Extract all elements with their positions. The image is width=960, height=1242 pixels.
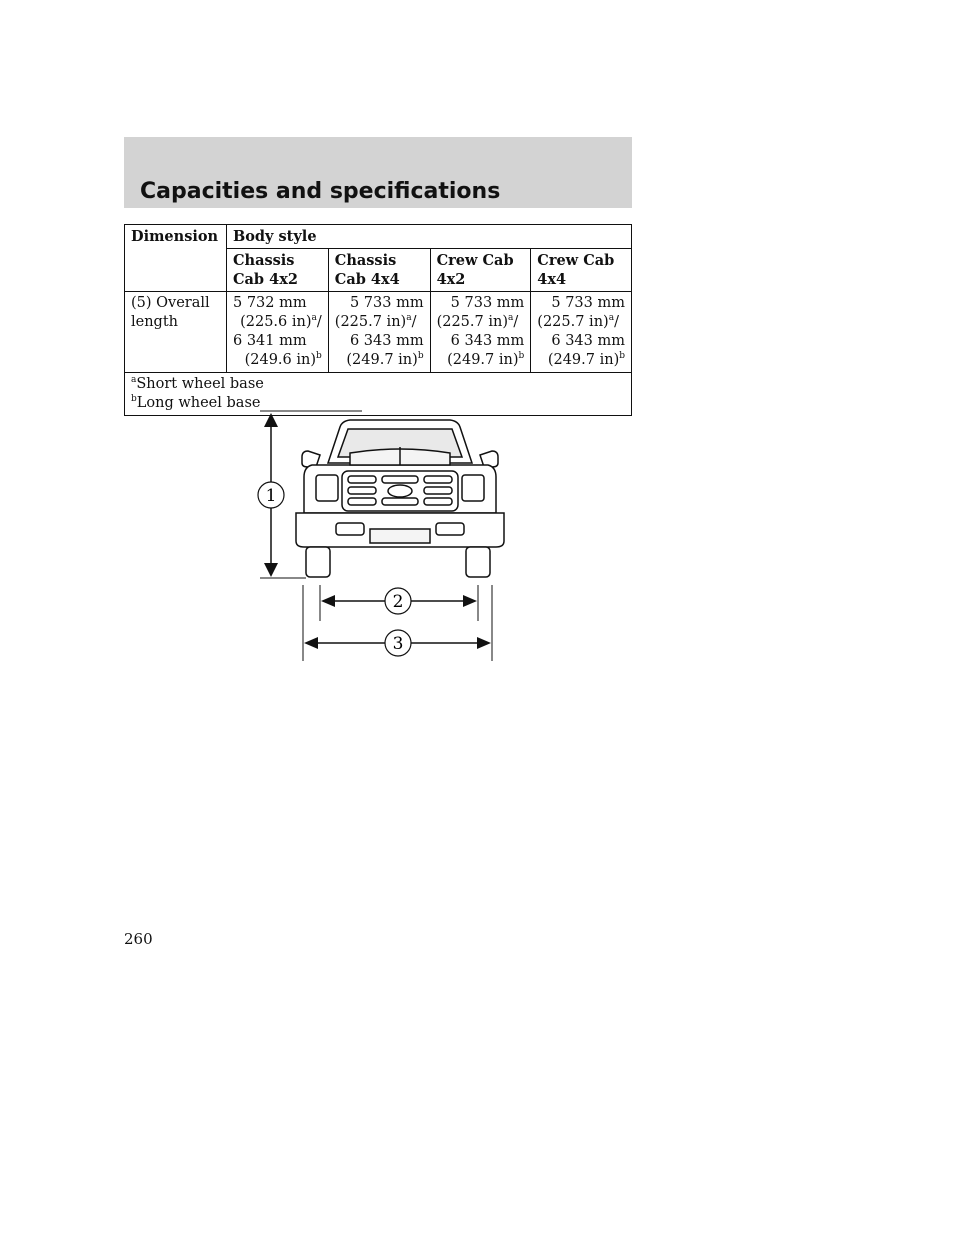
value-mm: 6 341 mm [232, 333, 307, 349]
logo-oval-icon [388, 485, 412, 497]
truck-front-dimension-diagram [250, 405, 510, 665]
section-title: Capacities and specifications [140, 179, 501, 204]
subheader-crew-cab-4x4 [531, 249, 632, 292]
inches-text: (225.6 in) [240, 314, 312, 330]
arrowhead-right-icon [463, 595, 477, 607]
inches-text: (225.7 in) [334, 314, 407, 330]
footnote-text: Short wheel base [136, 376, 264, 392]
subheader-line: Chassis [232, 252, 295, 269]
right-headlight-icon [462, 475, 484, 501]
inches-text: (225.7 in) [537, 314, 609, 330]
value-inches [537, 351, 625, 370]
right-fog-light-icon [436, 523, 464, 535]
value-inches [437, 351, 525, 370]
subheader-line: Crew Cab [436, 252, 514, 269]
footnote-mark: b [619, 351, 625, 362]
footnote-mark: b [417, 351, 424, 362]
truck-front-illustration [296, 420, 504, 577]
page-number: 260 [124, 930, 153, 948]
value-inches [335, 351, 424, 370]
inches-text: (249.7 in) [346, 352, 418, 368]
separator: / [614, 314, 619, 330]
arrowhead-left-icon [304, 637, 318, 649]
value-mm: 6 343 mm [551, 333, 625, 349]
value-mm: 5 733 mm [450, 295, 525, 311]
arrowhead-up-icon [264, 413, 278, 427]
subheader-line: Chassis [334, 252, 397, 269]
table-header-row [125, 225, 632, 249]
row-label [125, 292, 227, 373]
footnote-mark: a [311, 313, 317, 324]
left-fog-light-icon [336, 523, 364, 535]
value-mm: 5 733 mm [551, 295, 625, 311]
footnote [131, 375, 625, 394]
value-mm: 5 733 mm [349, 295, 424, 311]
separator: / [411, 314, 417, 330]
subheader-line: 4x2 [436, 271, 466, 288]
value-inches [335, 313, 424, 332]
subheader-chassis-cab-4x2 [226, 249, 328, 292]
inches-text: (249.6 in) [244, 352, 317, 368]
callout-2-label: 2 [392, 592, 404, 612]
footnote-mark: a [508, 313, 514, 324]
value-mm: 5 732 mm [232, 295, 307, 311]
subheader-line: Cab 4x2 [232, 271, 298, 288]
inches-text: (225.7 in) [436, 314, 508, 330]
value-mm: 6 343 mm [450, 333, 525, 349]
inches-text: (249.7 in) [447, 352, 519, 368]
value-cell-chassis-cab-4x2 [226, 292, 328, 373]
dimension-column-header: Dimension [125, 225, 227, 292]
left-tire-icon [306, 547, 330, 577]
row-label-line: length [131, 314, 179, 330]
separator: / [316, 314, 322, 330]
body-style-header: Body style [226, 225, 631, 249]
value-inches [233, 313, 322, 332]
footnote-mark: b [131, 394, 137, 405]
callout-3-label: 3 [392, 634, 404, 654]
track-width-dimension [320, 585, 478, 621]
footnote-mark: a [131, 375, 137, 386]
callout-1-label: 1 [265, 486, 277, 506]
arrowhead-down-icon [264, 563, 278, 577]
footnote-mark: b [316, 351, 322, 362]
subheader-line: Crew Cab [537, 252, 615, 269]
value-inches [437, 313, 525, 332]
separator: / [513, 314, 519, 330]
left-headlight-icon [316, 475, 338, 501]
value-inches [537, 313, 625, 332]
right-tire-icon [466, 547, 490, 577]
footnote-mark: b [518, 351, 525, 362]
footnote-mark: a [406, 313, 412, 324]
footnote-text: Long wheel base [136, 395, 261, 411]
arrowhead-left-icon [321, 595, 335, 607]
subheader-crew-cab-4x2 [430, 249, 531, 292]
footnote-mark: a [608, 313, 615, 324]
section-header [124, 137, 632, 208]
inches-text: (249.7 in) [547, 352, 620, 368]
subheader-line: Cab 4x4 [334, 271, 400, 288]
subheader-line: 4x4 [537, 271, 567, 288]
row-label-line: (5) Overall [131, 295, 210, 311]
value-cell-crew-cab-4x4 [531, 292, 632, 373]
subheader-chassis-cab-4x4 [328, 249, 430, 292]
dimensions-table [124, 224, 632, 416]
value-inches [233, 351, 322, 370]
value-cell-crew-cab-4x2 [430, 292, 531, 373]
value-mm: 6 343 mm [349, 333, 424, 349]
value-cell-chassis-cab-4x4 [328, 292, 430, 373]
table-row [125, 292, 632, 373]
arrowhead-right-icon [477, 637, 491, 649]
